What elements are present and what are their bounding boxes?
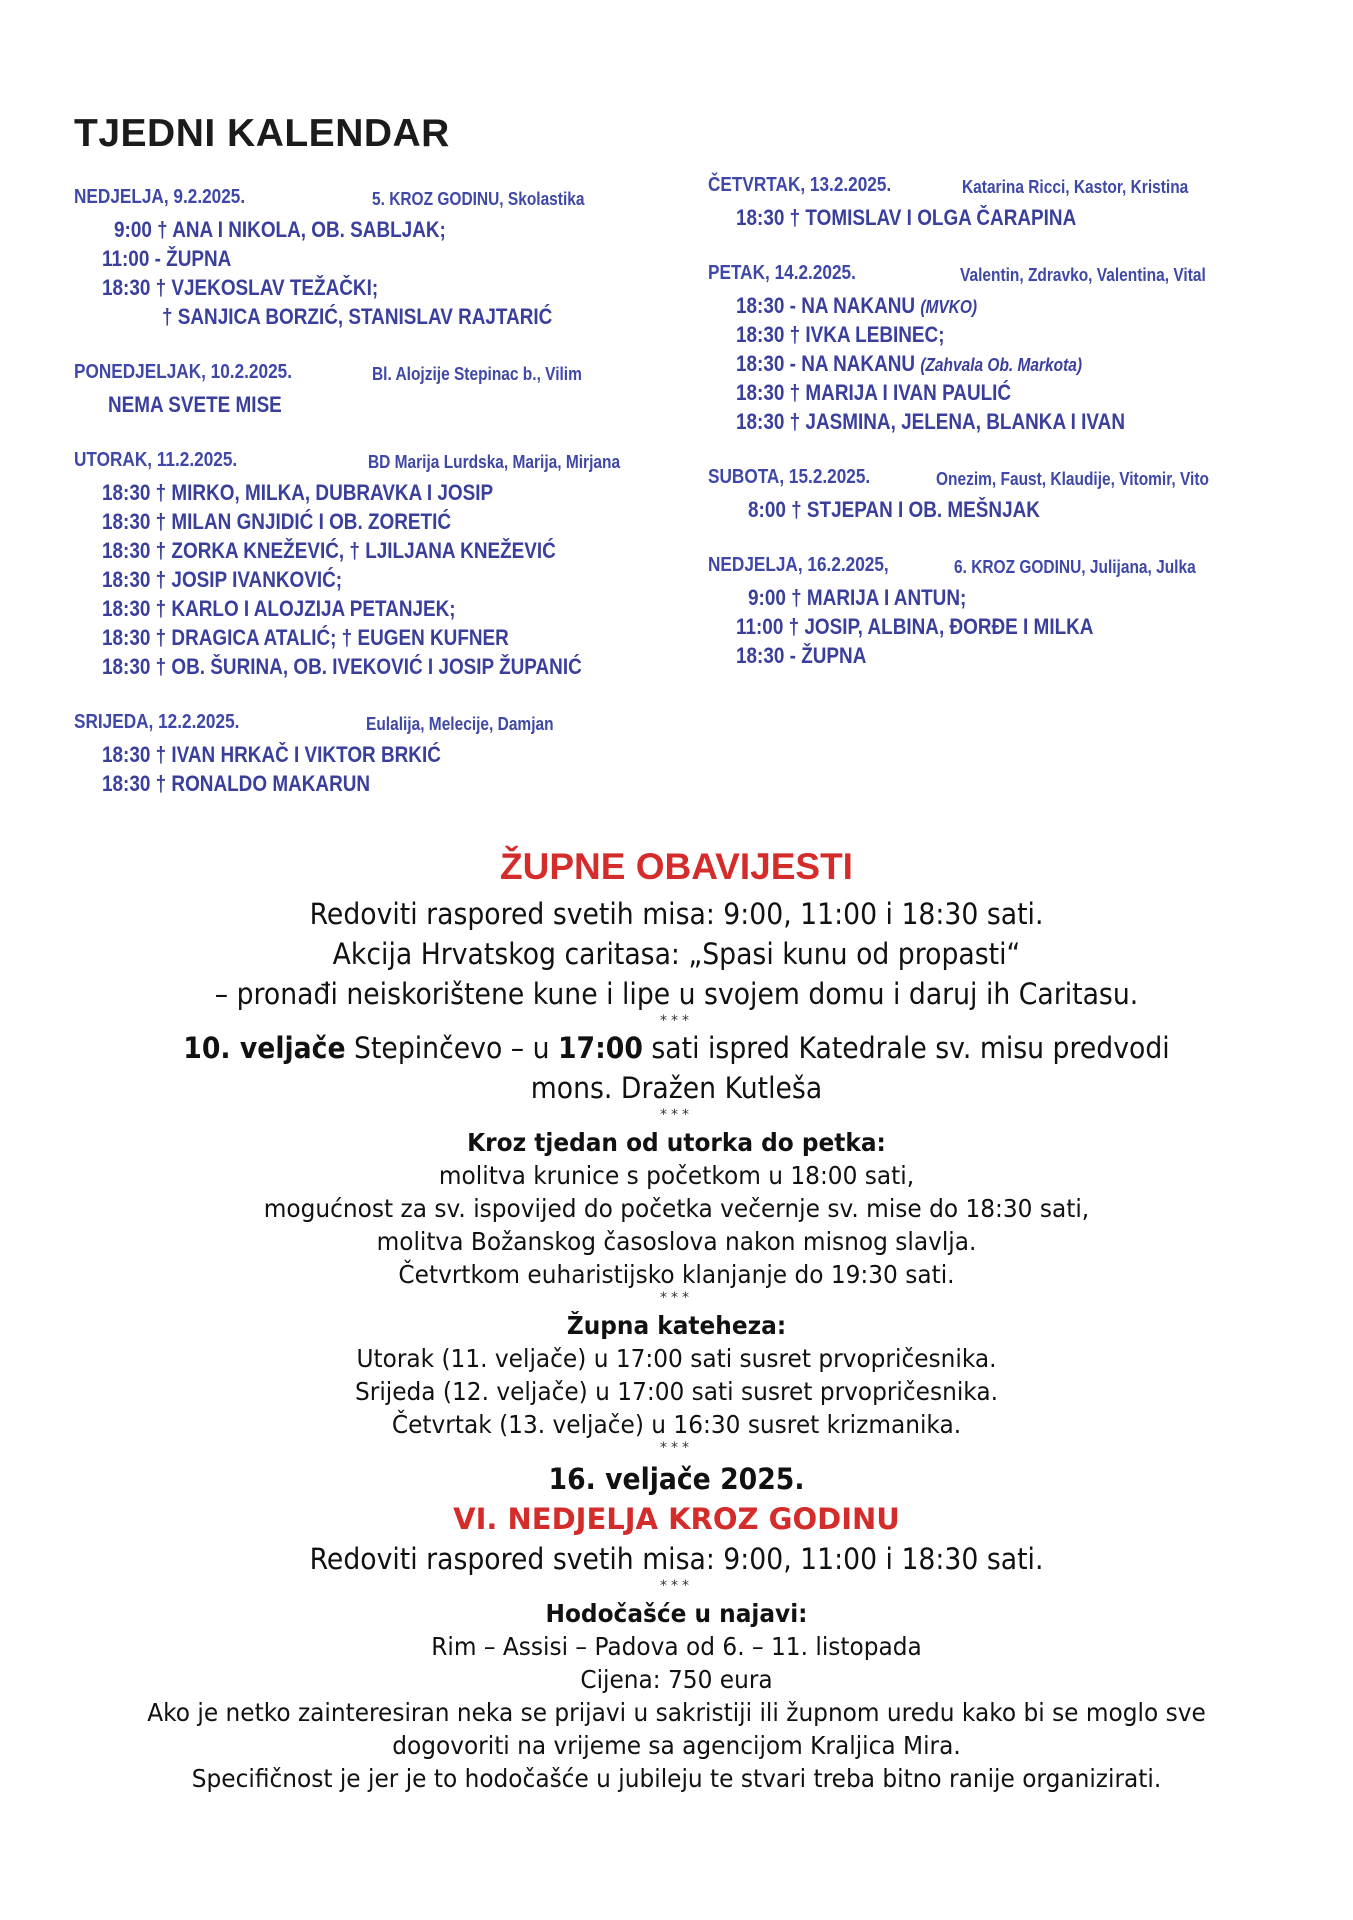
day-saints: BD Marija Lurdska, Marija, Mirjana [367,452,621,472]
notice-line: dogovoriti na vrijeme sa agencijom Kraljica Mira. [392,1731,961,1760]
pilgrimage-title: Hodočašće u najavi: [545,1599,808,1628]
day-date: SRIJEDA, 12.2.2025. [74,711,240,733]
calendar-day [74,711,674,798]
stepinac-text: Stepinčevo – u [345,1031,558,1065]
regular-mass-schedule: Redoviti raspored svetih misa: 9:00, 11:00 i 18:30 sati. [309,897,1044,931]
calendar-right-column [708,174,1308,670]
stepinac-rest: sati ispred Katedrale sv. misu predvodi [642,1031,1170,1065]
mass-entry [74,390,590,419]
day-date: PONEDJELJAK, 10.2.2025. [74,361,292,383]
day-header [74,711,590,740]
day-header [708,262,1224,291]
mass-text: 18:30 - NA NAKANU [735,293,921,318]
mass-entry [74,536,590,565]
calendar-left-column [74,186,674,798]
catechesis-title: Župna kateheza: [566,1311,787,1340]
mass-entry [74,769,590,798]
sunday-regular-schedule: Redoviti raspored svetih misa: 9:00, 11:00 i 18:30 sati. [309,1542,1044,1576]
mass-entry [708,583,1224,612]
mass-entry [708,378,1224,407]
day-saints: Bl. Alojzije Stepinac b., Vilim [371,364,582,384]
notice-line: Srijeda (12. veljače) u 17:00 sati susret prvopričesnika. [354,1377,998,1406]
mass-entry [74,215,590,244]
day-date: ČETVRTAK, 13.2.2025. [708,174,892,196]
separator: *** [660,1107,693,1123]
catechesis-lines [0,1342,1353,1441]
mass-entry [74,652,590,681]
calendar-title: TJEDNI KALENDAR [74,112,450,155]
caritas-line-1: Akcija Hrvatskog caritasa: „Spasi kunu od propasti“ [332,937,1021,971]
stepinac-notice [54,1028,1299,1068]
mass-text: 18:30 † MIRKO, MILKA, DUBRAVKA I JOSIP [101,480,494,505]
weekday-lines [0,1159,1353,1291]
mass-note: (MVKO) [920,297,978,317]
mass-entry [74,507,590,536]
weekday-title: Kroz tjedan od utorka do petka: [467,1128,886,1157]
mass-text: 18:30 † IVKA LEBINEC; [735,322,945,347]
notice-line: Ako je netko zainteresiran neka se prijavi u sakristiji ili župnom uredu kako bi se moglo sve [147,1698,1206,1727]
separator: *** [660,1578,693,1594]
mass-text: † SANJICA BORZIĆ, STANISLAV RAJTARIĆ [161,304,553,329]
separator: *** [660,1013,693,1029]
mass-text: 18:30 † VJEKOSLAV TEŽAČKI; [101,275,379,300]
day-saints: 6. KROZ GODINU, Julijana, Julka [953,557,1196,577]
mass-entry [708,407,1224,436]
stepinac-notice-line-2: mons. Dražen Kutleša [530,1071,823,1105]
separator: *** [660,1290,693,1306]
mass-text: 9:00 † ANA I NIKOLA, OB. SABLJAK; [113,217,446,242]
calendar-day [74,449,674,681]
mass-text: 11:00 - ŽUPNA [101,246,232,271]
day-date: SUBOTA, 15.2.2025. [708,466,871,488]
notice-line: Rim – Assisi – Padova od 6. – 11. listopada [431,1632,922,1661]
mass-note: (Zahvala Ob. Markota) [920,355,1083,375]
calendar-day [708,262,1308,436]
day-date: NEDJELJA, 16.2.2025, [708,554,889,576]
day-saints: 5. KROZ GODINU, Skolastika [371,189,585,209]
separator: *** [660,1440,693,1456]
mass-text: 18:30 † MILAN GNJIDIĆ I OB. ZORETIĆ [101,509,452,534]
mass-text: 18:30 - ŽUPNA [735,643,867,668]
mass-text: 18:30 † TOMISLAV I OLGA ČARAPINA [735,205,1077,230]
notices-title: ŽUPNE OBAVIJESTI [500,846,853,887]
mass-text: 8:00 † STJEPAN I OB. MEŠNJAK [747,497,1040,522]
notice-line: Cijena: 750 eura [580,1665,773,1694]
stepinac-date: 10. veljače [183,1031,346,1065]
mass-text: 9:00 † MARIJA I ANTUN; [747,585,967,610]
notice-line: molitva Božanskog časoslova nakon misnog slavlja. [376,1227,977,1256]
mass-text: 18:30 † DRAGICA ATALIĆ; † EUGEN KUFNER [101,625,509,650]
mass-entry [74,740,590,769]
day-header [708,466,1224,495]
calendar-day [708,174,1308,232]
day-date: NEDJELJA, 9.2.2025. [74,186,246,208]
notice-line: Četvrtkom euharistijsko klanjanje do 19:30 sati. [398,1260,955,1289]
notice-line: Četvrtak (13. veljače) u 16:30 susret krizmanika. [391,1410,962,1439]
mass-entry [74,273,590,302]
notice-line: Specifičnost je jer je to hodočašće u jubileju te stvari treba bitno ranije organizirati. [191,1764,1162,1793]
mass-entry [74,302,590,331]
sunday-date: 16. veljače 2025. [548,1462,805,1496]
mass-entry [708,641,1224,670]
mass-entry [708,349,1224,378]
mass-entry [708,203,1224,232]
mass-text: 18:30 † JOSIP IVANKOVIĆ; [101,567,343,592]
mass-text: 18:30 † OB. ŠURINA, OB. IVEKOVIĆ I JOSIP ŽUPANIĆ [101,654,582,679]
parish-notices [0,840,1353,1795]
day-saints: Onezim, Faust, Klaudije, Vitomir, Vito [935,469,1209,489]
notice-line: Utorak (11. veljače) u 17:00 sati susret prvopričesnika. [356,1344,997,1373]
notice-line: mogućnost za sv. ispovijed do početka večernje sv. mise do 18:30 sati, [263,1194,1090,1223]
mass-text: 18:30 - NA NAKANU [735,351,921,376]
mass-text: 18:30 † JASMINA, JELENA, BLANKA I IVAN [735,409,1125,434]
calendar-day [708,554,1308,670]
mass-entry [708,612,1224,641]
calendar-day [708,466,1308,524]
day-saints: Valentin, Zdravko, Valentina, Vital [959,265,1206,285]
day-date: UTORAK, 11.2.2025. [74,449,238,471]
day-header [708,554,1224,583]
mass-text: NEMA SVETE MISE [107,392,282,417]
mass-text: 18:30 † ZORKA KNEŽEVIĆ, † LJILJANA KNEŽEVIĆ [101,538,556,563]
mass-entry [708,495,1224,524]
calendar-day [74,361,674,419]
mass-entry [708,291,1224,320]
mass-text: 18:30 † KARLO I ALOJZIJA PETANJEK; [101,596,456,621]
day-date: PETAK, 14.2.2025. [708,262,856,284]
day-header [708,174,1224,203]
mass-entry [74,244,590,273]
mass-text: 11:00 † JOSIP, ALBINA, ĐORĐE I MILKA [735,614,1094,639]
caritas-line-2: – pronađi neiskorištene kune i lipe u svojem domu i daruj ih Caritasu. [214,977,1139,1011]
mass-entry [708,320,1224,349]
calendar-day [74,186,674,331]
mass-text: 18:30 † RONALDO MAKARUN [101,771,371,796]
stepinac-time: 17:00 [557,1031,643,1065]
day-header [74,361,590,390]
day-header [74,186,590,215]
sunday-name: VI. NEDJELJA KROZ GODINU [453,1502,900,1536]
pilgrimage-lines [0,1630,1353,1795]
notice-line: molitva krunice s početkom u 18:00 sati, [438,1161,915,1190]
day-saints: Eulalija, Melecije, Damjan [365,714,554,734]
mass-entry [74,594,590,623]
mass-entry [74,478,590,507]
mass-entry [74,623,590,652]
day-saints: Katarina Ricci, Kastor, Kristina [961,177,1189,197]
mass-text: 18:30 † MARIJA I IVAN PAULIĆ [735,380,1012,405]
day-header [74,449,621,478]
mass-entry [74,565,590,594]
mass-text: 18:30 † IVAN HRKAČ I VIKTOR BRKIĆ [101,742,441,767]
